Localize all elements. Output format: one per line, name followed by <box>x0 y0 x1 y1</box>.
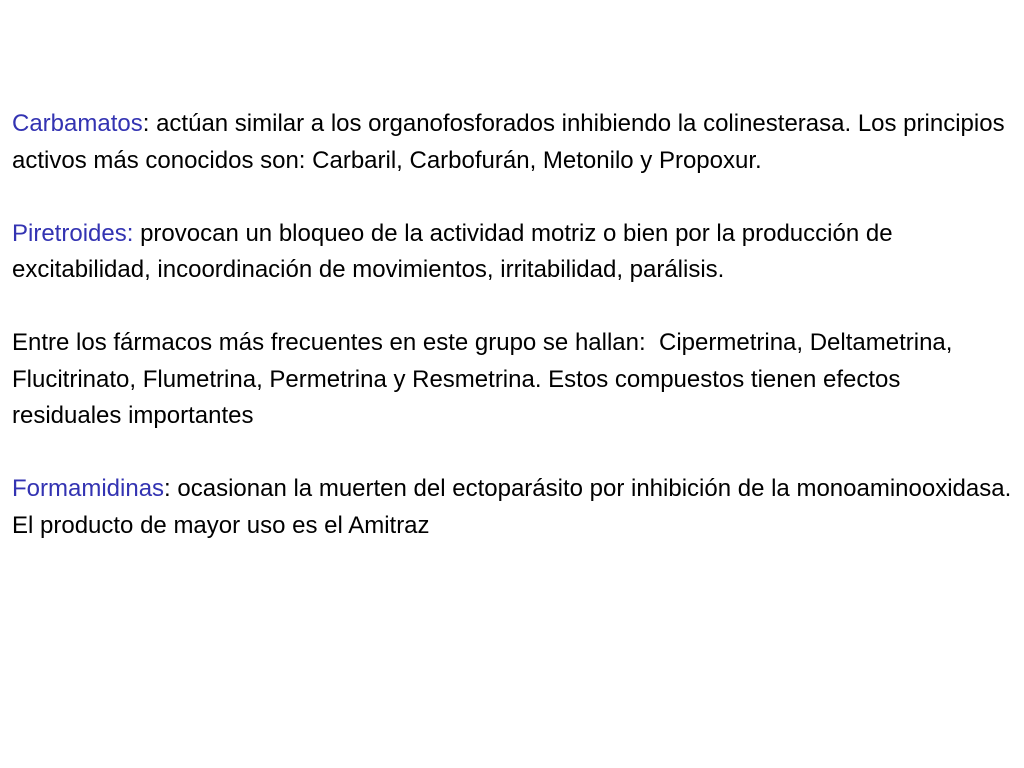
paragraph-formamidinas <box>12 471 1016 544</box>
slide-body-text <box>12 106 1016 581</box>
term-separator: : <box>142 110 157 137</box>
paragraph-carbamatos-text: actúan similar a los organofosforados inhibiendo la colinesterasa. Los principios activos más conocidos son: Carbaril, Carbofurán, Metonilo y Propoxur. <box>12 110 1005 174</box>
term-formamidinas: Formamidinas <box>12 475 165 502</box>
paragraph-farmacos <box>12 325 1016 435</box>
term-piretroides: Piretroides: <box>12 219 134 247</box>
paragraph-piretroides-text: provocan un bloqueo de la actividad motriz o bien por la producción de excitabilidad, incoordinación de movimientos, irritabilidad, parálisis. <box>12 219 893 283</box>
term-carbamatos: Carbamatos <box>12 110 143 137</box>
paragraph-farmacos-text: Entre los fármacos más frecuentes en este grupo se hallan: Cipermetrina, Deltametrina, Flucitrinato, Flumetrina, Permetrina y Resmetrina. Estos compuestos tienen efectos residuales importantes <box>12 329 960 429</box>
paragraph-carbamatos <box>12 106 1016 179</box>
term-separator: : <box>164 475 178 502</box>
paragraph-formamidinas-text: ocasionan la muerten del ectoparásito por inhibición de la monoaminooxidasa. El producto de mayor uso es el Amitraz <box>12 475 1012 539</box>
paragraph-piretroides <box>12 216 1016 289</box>
